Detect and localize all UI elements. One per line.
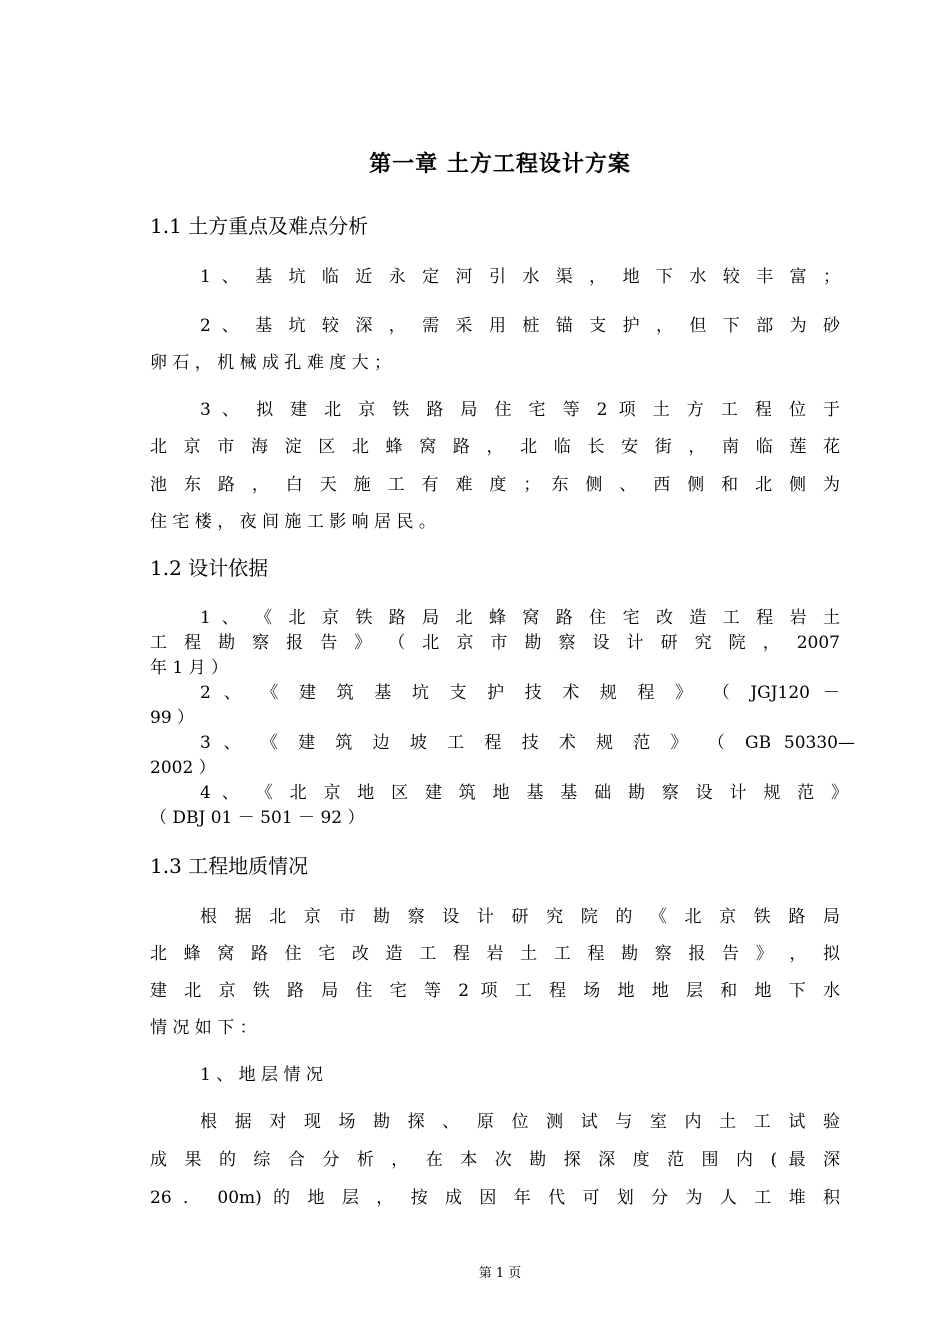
paragraph-line: 住 宅 楼 ， 夜 间 施 工 影 响 居 民 。 bbox=[150, 512, 436, 532]
reference-line: 2002 ） bbox=[150, 758, 216, 778]
paragraph-line: 根 据 北 京 市 勘 察 设 计 研 究 院 的 《 北 京 铁 路 局 bbox=[200, 907, 840, 927]
page-number: 第 1 页 bbox=[478, 1266, 522, 1281]
subheading-line: 1 、 地 层 情 况 bbox=[200, 1065, 323, 1085]
paragraph-line: 1 、 基 坑 临 近 永 定 河 引 水 渠 ， 地 下 水 较 丰 富 ； bbox=[200, 267, 840, 287]
reference-line: 99 ） bbox=[150, 708, 195, 728]
paragraph-line: 3 、 拟 建 北 京 铁 路 局 住 宅 等 2 项 土 方 工 程 位 于 bbox=[200, 400, 840, 420]
paragraph-line: 建 北 京 铁 路 局 住 宅 等 2 项 工 程 场 地 地 层 和 地 下 水 bbox=[150, 981, 840, 1001]
paragraph-line: 成 果 的 综 合 分 析 ， 在 本 次 勘 探 深 度 范 围 内 ( 最 深 bbox=[150, 1150, 840, 1170]
reference-line: （ DBJ 01 － 501 － 92 ） bbox=[150, 808, 365, 828]
chapter-title: 第一章 土方工程设计方案 bbox=[369, 151, 631, 177]
reference-line: 工 程 勘 察 报 告 》 （ 北 京 市 勘 察 设 计 研 究 院 ， 2007 bbox=[150, 633, 840, 653]
paragraph-line: 情 况 如 下 ： bbox=[150, 1018, 257, 1038]
paragraph-line: 北 京 市 海 淀 区 北 蜂 窝 路 ， 北 临 长 安 街 ， 南 临 莲 花 bbox=[150, 437, 840, 457]
paragraph-line: 根 据 对 现 场 勘 探 、 原 位 测 试 与 室 内 土 工 试 验 bbox=[200, 1112, 840, 1132]
reference-line: 3 、 《 建 筑 边 坡 工 程 技 术 规 范 》 （ GB 50330— bbox=[200, 733, 855, 753]
section-heading-1-3: 1.3 工程地质情况 bbox=[150, 854, 309, 878]
reference-line: 4 、 《 北 京 地 区 建 筑 地 基 基 础 勘 察 设 计 规 范 》 bbox=[200, 783, 848, 803]
paragraph-line: 2 、 基 坑 较 深 ， 需 采 用 桩 锚 支 护 ， 但 下 部 为 砂 bbox=[200, 316, 840, 336]
paragraph-line: 卵 石 ， 机 械 成 孔 难 度 大 ； bbox=[150, 353, 392, 373]
paragraph-line: 26 ． 00m) 的 地 层 ， 按 成 因 年 代 可 划 分 为 人 工 堆 积 bbox=[150, 1188, 840, 1208]
reference-line: 1 、 《 北 京 铁 路 局 北 蜂 窝 路 住 宅 改 造 工 程 岩 土 bbox=[200, 608, 840, 628]
section-heading-1-1: 1.1 土方重点及难点分析 bbox=[150, 214, 369, 238]
reference-line: 年 1 月 ） bbox=[150, 658, 229, 678]
section-heading-1-2: 1.2 设计依据 bbox=[150, 556, 269, 580]
paragraph-line: 北 蜂 窝 路 住 宅 改 造 工 程 岩 土 工 程 勘 察 报 告 》 ， 拟 bbox=[150, 944, 840, 964]
paragraph-line: 池 东 路 ， 白 天 施 工 有 难 度 ； 东 侧 、 西 侧 和 北 侧 为 bbox=[150, 475, 840, 495]
reference-line: 2 、 《 建 筑 基 坑 支 护 技 术 规 程 》 （ JGJ120 － bbox=[200, 683, 840, 703]
